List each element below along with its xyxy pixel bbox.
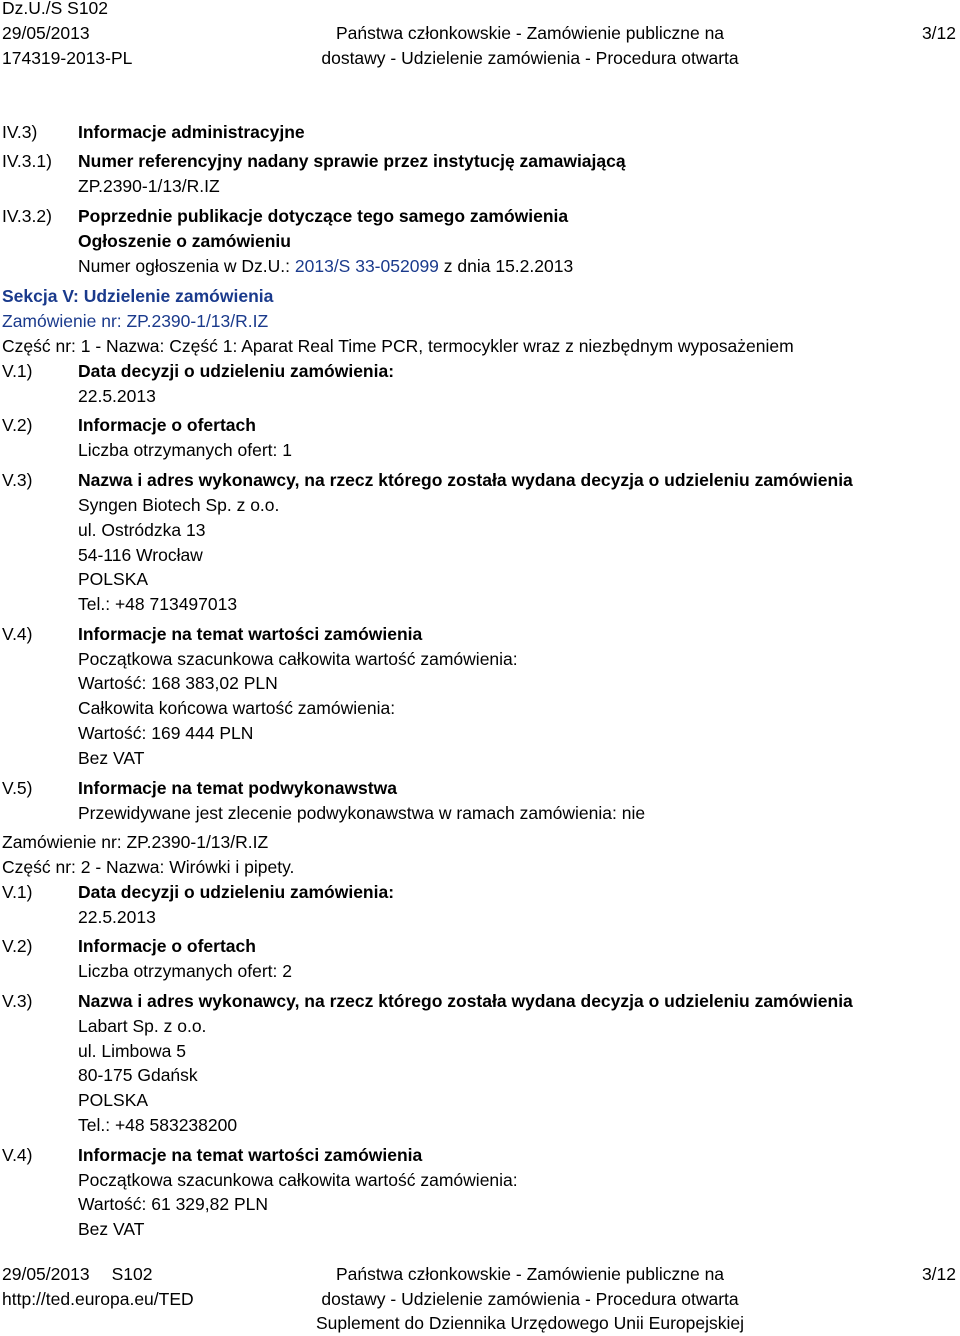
section-number: V.4) [2, 1145, 33, 1165]
header-date: 29/05/2013 [2, 23, 90, 43]
notice-prefix: Numer ogłoszenia w Dz.U.: [78, 256, 295, 276]
footer-page-number: 3/12 [921, 1264, 956, 1284]
vat-note: Bez VAT [78, 1219, 145, 1239]
decision-date: 22.5.2013 [78, 386, 156, 406]
header-title-line1: Państwa członkowskie - Zamówienie publiczne na [335, 23, 725, 43]
initial-value: Wartość: 168 383,02 PLN [78, 673, 278, 693]
footer-supplement: Suplement do Dziennika Urzędowego Unii Europejskiej [315, 1313, 744, 1333]
footer-date: 29/05/2013 [2, 1264, 90, 1284]
initial-value-label: Początkowa szacunkowa całkowita wartość zamówienia: [78, 1170, 518, 1190]
section-v-title: Sekcja V: Udzielenie zamówienia [2, 286, 274, 306]
footer-url[interactable]: http://ted.europa.eu/TED [2, 1289, 194, 1309]
section-title: Informacje o ofertach [78, 936, 256, 956]
contract-part: Część nr: 2 - Nazwa: Wirówki i pipety. [2, 857, 295, 877]
contractor-name: Labart Sp. z o.o. [78, 1016, 207, 1036]
final-value-label: Całkowita końcowa wartość zamówienia: [78, 698, 396, 718]
reference-number: ZP.2390-1/13/R.IZ [78, 176, 220, 196]
final-value: Wartość: 169 444 PLN [78, 723, 254, 743]
section-number: V.3) [2, 470, 33, 490]
contractor-country: POLSKA [78, 569, 149, 589]
section-number: V.1) [2, 361, 33, 381]
contractor-phone: Tel.: +48 583238200 [78, 1115, 238, 1135]
section-number: V.2) [2, 936, 33, 956]
section-title: Nazwa i adres wykonawcy, na rzecz którego została wydana decyzja o udzieleniu zamówienia [78, 991, 853, 1011]
section-number: IV.3.1) [2, 151, 52, 171]
section-title: Informacje na temat wartości zamówienia [78, 624, 423, 644]
section-title: Poprzednie publikacje dotyczące tego samego zamówienia [78, 206, 569, 226]
section-title: Informacje na temat wartości zamówienia [78, 1145, 423, 1165]
previous-notice [78, 254, 573, 279]
offers-count: Liczba otrzymanych ofert: 2 [78, 961, 292, 981]
header-title-line2: dostawy - Udzielenie zamówienia - Procedura otwarta [321, 48, 739, 68]
footer-series: S102 [111, 1264, 153, 1284]
section-title: Data decyzji o udzieleniu zamówienia: [78, 882, 395, 902]
section-number: V.2) [2, 415, 33, 435]
contractor-street: ul. Limbowa 5 [78, 1041, 186, 1061]
decision-date: 22.5.2013 [78, 907, 156, 927]
subcontracting-info: Przewidywane jest zlecenie podwykonawstwa w ramach zamówienia: nie [78, 803, 646, 823]
contract-number: Zamówienie nr: ZP.2390-1/13/R.IZ [2, 311, 269, 331]
contractor-name: Syngen Biotech Sp. z o.o. [78, 495, 280, 515]
contractor-phone: Tel.: +48 713497013 [78, 594, 238, 614]
section-subtitle: Ogłoszenie o zamówieniu [78, 231, 291, 251]
footer-title-line1: Państwa członkowskie - Zamówienie publiczne na [335, 1264, 725, 1284]
footer-title-line2: dostawy - Udzielenie zamówienia - Procedura otwarta [321, 1289, 739, 1309]
section-title: Numer referencyjny nadany sprawie przez instytucję zamawiającą [78, 151, 626, 171]
contractor-country: POLSKA [78, 1090, 149, 1110]
section-number: IV.3.2) [2, 206, 52, 226]
section-title: Data decyzji o udzieleniu zamówienia: [78, 361, 395, 381]
contractor-city: 80-175 Gdańsk [78, 1065, 198, 1085]
section-number: IV.3) [2, 122, 38, 142]
section-number: V.1) [2, 882, 33, 902]
section-title: Informacje na temat podwykonawstwa [78, 778, 397, 798]
section-title: Informacje o ofertach [78, 415, 256, 435]
contractor-city: 54-116 Wrocław [78, 545, 203, 565]
initial-value: Wartość: 61 329,82 PLN [78, 1194, 269, 1214]
contractor-street: ul. Ostródzka 13 [78, 520, 206, 540]
notice-link[interactable]: 2013/S 33-052099 [294, 256, 439, 276]
vat-note: Bez VAT [78, 748, 145, 768]
header-page-number: 3/12 [921, 23, 956, 43]
section-number: V.3) [2, 991, 33, 1011]
header-notice-id: 174319-2013-PL [2, 48, 133, 68]
contract-number: Zamówienie nr: ZP.2390-1/13/R.IZ [2, 832, 269, 852]
section-title: Nazwa i adres wykonawcy, na rzecz którego została wydana decyzja o udzieleniu zamówienia [78, 470, 853, 490]
section-title: Informacje administracyjne [78, 122, 305, 142]
contract-part: Część nr: 1 - Nazwa: Część 1: Aparat Real Time PCR, termocykler wraz z niezbędnym wyposażeniem [2, 336, 794, 356]
initial-value-label: Początkowa szacunkowa całkowita wartość zamówienia: [78, 649, 518, 669]
header-doc-ref: Dz.U./S S102 [2, 0, 109, 18]
section-number: V.4) [2, 624, 33, 644]
section-number: V.5) [2, 778, 33, 798]
notice-suffix: z dnia 15.2.2013 [438, 256, 574, 276]
offers-count: Liczba otrzymanych ofert: 1 [78, 440, 292, 460]
